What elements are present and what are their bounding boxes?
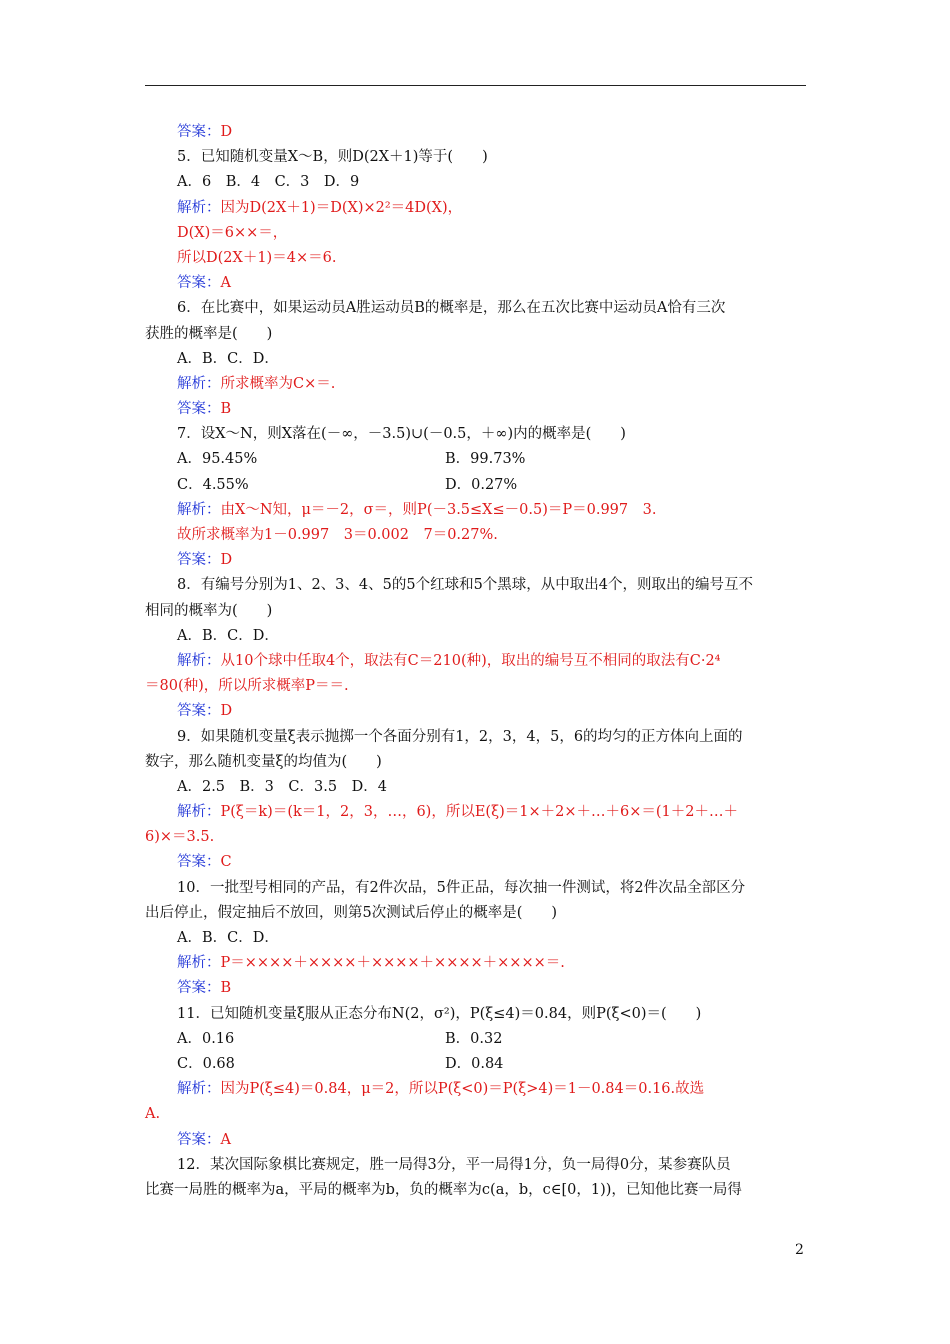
options-6: A．B．C．D． <box>177 350 279 367</box>
question-12-cont: 比赛一局胜的概率为a，平局的概率为b，负的概率为c(a，b，c∈[0，1))，已知他比赛一局得 <box>145 1181 742 1198</box>
options-9: A．2.5 B．3 C．3.5 D．4 <box>177 778 387 795</box>
question-9-cont: 数字，那么随机变量ξ的均值为( ) <box>145 753 382 770</box>
question-8-cont: 相同的概率为( ) <box>145 602 273 619</box>
answer-6: 答案：B <box>177 401 232 418</box>
analysis-10: 解析：P＝××××＋××××＋××××＋××××＋××××＝. <box>177 955 565 972</box>
options-7-row2: C．4.55% D．0.27% <box>177 476 518 493</box>
answer-9: 答案：C <box>177 854 232 871</box>
analysis-9-line2: 6)×＝3.5. <box>145 829 215 846</box>
question-7: 7．设X～N，则X落在(－∞，－3.5)∪(－0.5，＋∞)内的概率是( ) <box>177 426 626 443</box>
analysis-7-line2: 故所求概率为1－0.997 3＝0.002 7＝0.27%. <box>177 527 498 543</box>
analysis-9: 解析：P(ξ＝k)＝(k＝1，2，3，…，6)，所以E(ξ)＝1×＋2×＋…＋6×＝(1＋2＋…＋ <box>177 804 738 821</box>
analysis-5-line3: 所以D(2X＋1)＝4×＝6. <box>177 249 337 266</box>
question-6: 6．在比赛中，如果运动员A胜运动员B的概率是，那么在五次比赛中运动员A恰有三次 <box>177 300 726 317</box>
question-8: 8．有编号分别为1、2、3、4、5的5个红球和5个黑球，从中取出4个，则取出的编号互不 <box>177 577 754 594</box>
answer-line: 答案：D <box>177 124 233 140</box>
analysis-7: 解析：由X～N知，μ＝－2，σ＝，则P(－3.5≤X≤－0.5)＝P＝0.997 3. <box>177 501 657 518</box>
options-8: A．B．C．D． <box>177 627 279 644</box>
document-body <box>145 120 806 1203</box>
question-6-cont: 获胜的概率是( ) <box>145 325 273 342</box>
analysis-11-line2: A. <box>145 1106 161 1123</box>
options-11-row2: C．0.68 D．0.84 <box>177 1055 504 1072</box>
options-7-row1: A．95.45% B．99.73% <box>177 451 526 468</box>
analysis-6: 解析：所求概率为C×＝. <box>177 375 336 392</box>
analysis-8-line2: ＝80(种)，所以所求概率P＝＝. <box>145 678 349 695</box>
options-5: A．6 B．4 C．3 D．9 <box>177 174 360 191</box>
answer-11: 答案：A <box>177 1131 231 1148</box>
analysis-8: 解析：从10个球中任取4个，取法有C＝210(种)，取出的编号互不相同的取法有C·2⁴ <box>177 652 721 669</box>
analysis-5: 解析：因为D(2X＋1)＝D(X)×2²＝4D(X)， <box>177 199 463 216</box>
question-9: 9．如果随机变量ξ表示抛掷一个各面分别有1，2，3，4，5，6的均匀的正方体向上面的 <box>177 728 743 745</box>
answer-8: 答案：D <box>177 703 233 720</box>
header-rule <box>145 85 806 86</box>
question-10: 10．一批型号相同的产品，有2件次品，5件正品，每次抽一件测试，将2件次品全部区分 <box>177 879 746 896</box>
options-10: A．B．C．D． <box>177 930 279 946</box>
answer-10: 答案：B <box>177 980 232 997</box>
question-12: 12．某次国际象棋比赛规定，胜一局得3分，平一局得1分，负一局得0分，某参赛队员 <box>177 1156 731 1173</box>
answer-5: 答案：A <box>177 275 231 292</box>
answer-7: 答案：D <box>177 552 233 569</box>
question-5: 5．已知随机变量X～B，则D(2X＋1)等于( ) <box>177 149 488 166</box>
question-10-cont: 出后停止，假定抽后不放回，则第5次测试后停止的概率是( ) <box>145 904 558 921</box>
options-11-row1: A．0.16 B．0.32 <box>177 1030 503 1047</box>
page-number: 2 <box>795 1242 804 1258</box>
analysis-5-line2: D(X)＝6××＝， <box>177 224 288 241</box>
question-11: 11．已知随机变量ξ服从正态分布N(2，σ²)，P(ξ≤4)＝0.84，则P(ξ<0)＝( ) <box>177 1005 702 1022</box>
analysis-11: 解析：因为P(ξ≤4)＝0.84，μ＝2，所以P(ξ<0)＝P(ξ>4)＝1－0.84＝0.16.故选 <box>177 1081 705 1098</box>
